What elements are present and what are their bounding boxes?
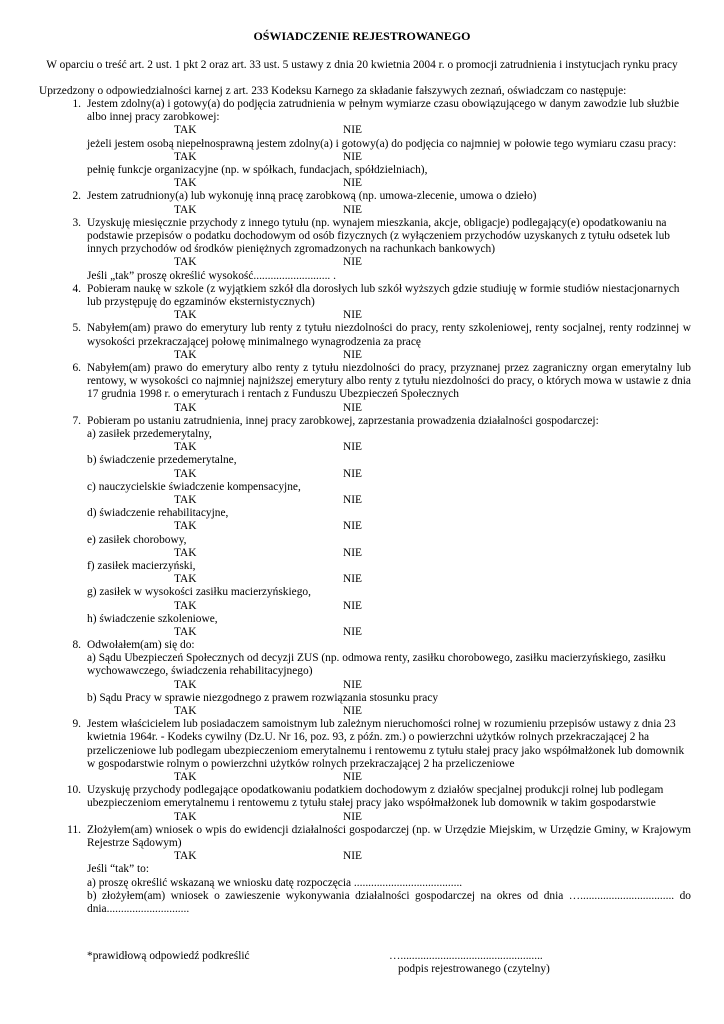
item-subtext: Jeśli “tak” to: (87, 863, 149, 876)
item-number: 5. (72, 322, 81, 335)
declaration-item-5 (39, 322, 691, 362)
signature-caption: podpis rejestrowanego (czytelny) (398, 963, 550, 975)
answer-no[interactable]: NIE (343, 177, 362, 190)
document-subtitle: W oparciu o treść art. 2 ust. 1 pkt 2 oraz art. 33 ust. 5 ustawy z dnia 20 kwietnia 2004 r. o promocji zatrudnienia i instytucjach rynku pracy (46, 59, 678, 71)
declaration-item-8 (39, 639, 691, 718)
answer-no[interactable]: NIE (343, 678, 362, 691)
item-text: Pobieram naukę w szkole (z wyjątkiem szkół dla dorosłych lub szkół wyższych gdzie studiuję w formie studiów niestacjonarnych lub przystępuję do egzaminów eksternistycznych) (87, 282, 680, 308)
answer-row (87, 811, 691, 824)
answer-no[interactable]: NIE (343, 705, 362, 718)
answer-no[interactable]: NIE (343, 493, 362, 506)
answer-row (87, 309, 691, 322)
answer-yes[interactable]: TAK (174, 348, 197, 361)
answer-no[interactable]: NIE (343, 599, 362, 612)
answer-yes[interactable]: TAK (174, 573, 197, 586)
item-text: Jestem zatrudniony(a) lub wykonuję inną pracę zarobkową (np. umowa-zlecenie, umowa o dzieło) (87, 190, 537, 203)
answer-yes[interactable]: TAK (174, 150, 197, 163)
answer-yes[interactable]: TAK (174, 467, 197, 480)
answer-no[interactable]: NIE (343, 150, 362, 163)
item-number: 9. (72, 718, 81, 731)
item-number: 11. (67, 823, 81, 836)
item-text: Uzyskuję miesięcznie przychody z innego tytułu (np. wynajem mieszkania, akcje, obligacje) podlegający(e) opodatkowaniu na podstawie przepisów o podatku dochodowym od osób fizycznych (z wyłączeniem przychodów uzyskanych z tytułu odsetek lub innych przychodów od środków pieniężnych zgromadzonych na rachunkach bankowych) (87, 216, 670, 256)
answer-row (87, 600, 691, 613)
item-subtext: c) nauczycielskie świadczenie kompensacyjne, (87, 480, 301, 493)
item-subtext: b) świadczenie przedemerytalne, (87, 454, 237, 467)
declaration-item-2 (39, 190, 691, 216)
answer-no[interactable]: NIE (343, 546, 362, 559)
answer-no[interactable]: NIE (343, 625, 362, 638)
item-subtext: f) zasiłek macierzyński, (87, 559, 196, 572)
item-subtext: a) zasiłek przedemerytalny, (87, 427, 212, 440)
item-number: 2. (72, 190, 81, 203)
answer-no[interactable]: NIE (343, 203, 362, 216)
item-text: Pobieram po ustaniu zatrudnienia, innej pracy zarobkowej, zaprzestania prowadzenia działalności gospodarczej: (87, 414, 599, 427)
item-subtext: e) zasiłek chorobowy, (87, 533, 187, 546)
answer-no[interactable]: NIE (343, 256, 362, 269)
answer-row (87, 771, 691, 784)
answer-yes[interactable]: TAK (174, 177, 197, 190)
answer-row (87, 124, 691, 137)
item-text: Jestem właścicielem lub posiadaczem samoistnym lub zależnym nieruchomości rolnej w rozumieniu przepisów ustawy z dnia 23 kwietnia 1964r. - Kodeks cywilny (Dz.U. Nr 16, poz. 93, z późn. zm.) o powierzchni użytków rolnych przekraczającej 2 ha przeliczeniowe lub podlegam ubezpieczeniom emerytalnemu i rentowemu z tytułu stałej pracy jako współmałżonek lub domownik w gospodarstwie rolnym o powierzchni użytków rolnych przekraczającej 2 ha przeliczeniowe (87, 718, 685, 770)
answer-yes[interactable]: TAK (174, 309, 197, 322)
answer-yes[interactable]: TAK (174, 546, 197, 559)
answer-yes[interactable]: TAK (174, 401, 197, 414)
item-text: Odwołałem(am) się do: (87, 639, 195, 652)
answer-row (87, 204, 691, 217)
answer-no[interactable]: NIE (343, 520, 362, 533)
item-number: 1. (72, 98, 81, 110)
answer-row (87, 468, 691, 481)
answer-no[interactable]: NIE (343, 401, 362, 414)
answer-yes[interactable]: TAK (174, 493, 197, 506)
item-subtext: h) świadczenie szkoleniowe, (87, 612, 218, 625)
answer-yes[interactable]: TAK (174, 850, 197, 863)
answer-row (87, 573, 691, 586)
suspension-period-field[interactable]: b) złożyłem(am) wniosek o zawieszenie wykonywania działalności gospodarczej na okres od dnia …................................. do dnia............................. (87, 889, 691, 916)
item-text: Uzyskuję przychody podlegające opodatkowaniu podatkiem dochodowym z działów specjalnej produkcji rolnej lub podlegam ubezpieczeniom emerytalnemu i rentowemu z tytułu stałej pracy jako współmałżonek lub domownik w takim gospodarstwie (87, 784, 664, 810)
declaration-item-7 (39, 415, 691, 639)
declaration-item-10 (39, 784, 691, 824)
answer-row (87, 151, 691, 164)
answer-no[interactable]: NIE (343, 467, 362, 480)
answer-row (87, 441, 691, 454)
answer-row (87, 402, 691, 415)
declaration-item-4 (39, 283, 691, 323)
answer-row (87, 349, 691, 362)
answer-row (87, 547, 691, 560)
answer-yes[interactable]: TAK (174, 705, 197, 718)
answer-no[interactable]: NIE (343, 850, 362, 863)
item-number: 8. (72, 639, 81, 652)
answer-yes[interactable]: TAK (174, 124, 197, 137)
answer-no[interactable]: NIE (343, 810, 362, 823)
declaration-item-11 (39, 824, 691, 916)
income-amount-field[interactable]: Jeśli „tak” proszę określić wysokość........................... . (87, 269, 336, 282)
declaration-item-9 (39, 718, 691, 784)
answer-no[interactable]: NIE (343, 771, 362, 784)
answer-no[interactable]: NIE (343, 124, 362, 137)
item-number: 4. (72, 282, 81, 295)
answer-yes[interactable]: TAK (174, 256, 197, 269)
answer-row (87, 520, 691, 533)
item-text: Złożyłem(am) wniosek o wpis do ewidencji działalności gospodarczej (np. w Urzędzie Miejskim, w Urzędzie Gminy, w Krajowym Rejestrze Sądowym) (87, 823, 691, 850)
answer-yes[interactable]: TAK (174, 203, 197, 216)
declaration-item-6 (39, 362, 691, 415)
item-text: Nabyłem(am) prawo do emerytury lub renty z tytułu niezdolności do pracy, renty szkoleniowej, renty socjalnej, renty rodzinnej w wysokości przekraczającej połowę minimalnego wynagrodzenia za pracę (87, 322, 691, 348)
answer-yes[interactable]: TAK (174, 625, 197, 638)
item-subtext: g) zasiłek w wysokości zasiłku macierzyńskiego, (87, 586, 311, 599)
signature-line[interactable]: ….................................................. (389, 950, 543, 962)
intro-statement: Uprzedzony o odpowiedzialności karnej z art. 233 Kodeksu Karnego za składanie fałszywych zeznań, oświadczam co następuje: (39, 85, 627, 97)
item-subtext: b) Sądu Pracy w sprawie niezgodnego z prawem rozwiązania stosunku pracy (87, 691, 439, 704)
answer-yes[interactable]: TAK (174, 771, 197, 784)
item-number: 10. (66, 784, 81, 797)
item-subtext: a) Sądu Ubezpieczeń Społecznych od decyzji ZUS (np. odmowa renty, zasiłku chorobowego, zasiłku macierzyńskiego, zasiłku wychowawczego, świadczenia rehabilitacyjnego) (87, 652, 666, 678)
item-number: 3. (72, 216, 81, 229)
item-subtext: d) świadczenie rehabilitacyjne, (87, 507, 229, 520)
answer-yes[interactable]: TAK (174, 441, 197, 454)
answer-yes[interactable]: TAK (174, 599, 197, 612)
answer-no[interactable]: NIE (343, 348, 362, 361)
answer-yes[interactable]: TAK (174, 520, 197, 533)
declaration-item-1 (39, 98, 691, 190)
answer-yes[interactable]: TAK (174, 678, 197, 691)
declaration-list (39, 98, 691, 916)
item-subtext: pełnię funkcje organizacyjne (np. w spółkach, fundacjach, spółdzielniach), (87, 163, 428, 176)
document-title: OŚWIADCZENIE REJESTROWANEGO (253, 29, 471, 43)
item-number: 6. (72, 361, 81, 374)
answer-row (87, 494, 691, 507)
item-text: Jestem zdolny(a) i gotowy(a) do podjęcia zatrudnienia w pełnym wymiarze czasu obowiązującego w danym zawodzie lub służbie albo innej pracy zarobkowej: (87, 98, 680, 124)
answer-no[interactable]: NIE (343, 441, 362, 454)
answer-yes[interactable]: TAK (174, 810, 197, 823)
answer-no[interactable]: NIE (343, 573, 362, 586)
answer-row (87, 256, 691, 269)
answer-row (87, 850, 691, 863)
item-subtext: jeżeli jestem osobą niepełnosprawną jestem zdolny(a) i gotowy(a) do podjęcia co najmniej w połowie tego wymiaru czasu pracy: (87, 137, 677, 150)
answer-row (87, 626, 691, 639)
footnote: *prawidłową odpowiedź podkreślić (87, 950, 250, 962)
item-text: Nabyłem(am) prawo do emerytury albo renty z tytułu niezdolności do pracy, przyznanej przez zagraniczny organ emerytalny lub rentowy, w wysokości co najmniej najniższej emerytury albo renty z tytułu niezdolności do pracy, o których mowa w ustawie z dnia 17 grudnia 1998 r. o emeryturach i rentach z Funduszu Ubezpieczeń Społecznych (87, 361, 691, 401)
answer-row (87, 177, 691, 190)
answer-row (87, 679, 691, 692)
answer-row (87, 705, 691, 718)
start-date-field[interactable]: a) proszę określić wskazaną we wniosku datę rozpoczęcia ...................................... (87, 876, 463, 889)
answer-no[interactable]: NIE (343, 309, 362, 322)
item-number: 7. (72, 414, 81, 427)
declaration-item-3 (39, 217, 691, 283)
